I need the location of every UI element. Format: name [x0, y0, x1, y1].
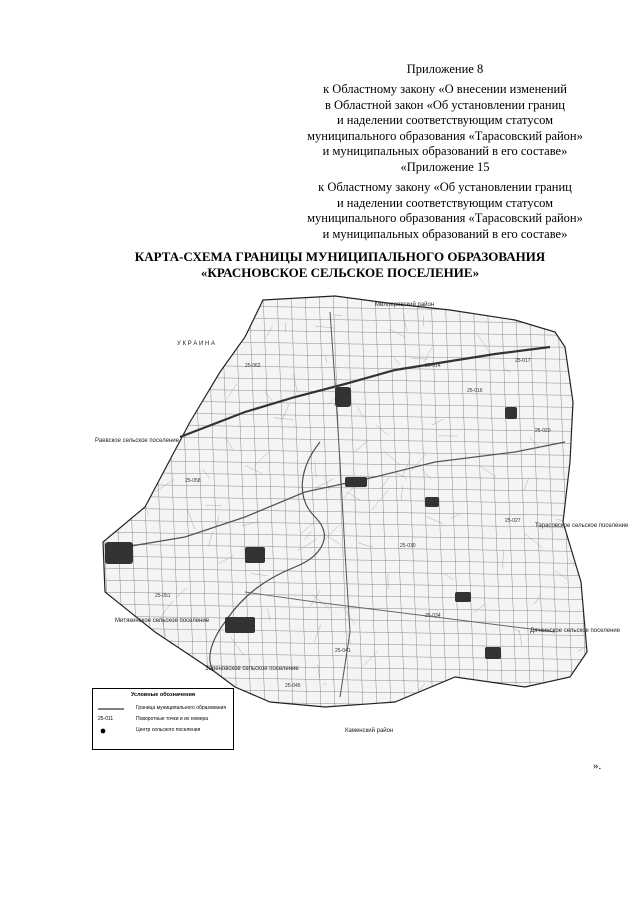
label-rayevskoe: Раевское сельское поселение	[95, 438, 179, 444]
legend-item-text: Центр сельского поселения	[136, 727, 201, 733]
appendix8-line: и муниципальных образований в его составе»	[322, 144, 568, 158]
field-line	[117, 631, 137, 646]
map-legend	[92, 688, 234, 750]
field-line	[163, 290, 180, 309]
field-line	[119, 478, 126, 484]
appendix15-text	[280, 180, 610, 242]
field-line	[117, 671, 134, 688]
legend-item	[98, 716, 229, 724]
appendix8-line: муниципального образования «Тарасовский район»	[307, 128, 583, 143]
svg-text:25-058: 25-058	[185, 478, 201, 484]
label-tarasovskoe: Тарасовское сельское поселение	[535, 523, 629, 529]
label-mitiakinskoe: Митякинское сельское поселение	[115, 618, 210, 624]
field-line	[563, 285, 570, 292]
field-line	[162, 298, 172, 313]
svg-text:25-027: 25-027	[505, 518, 521, 524]
field-line	[161, 376, 163, 392]
svg-text:25-051: 25-051	[155, 593, 171, 599]
label-ukraine: У К Р А И Н А	[177, 341, 215, 347]
field-line	[179, 293, 193, 313]
field-line	[95, 760, 615, 768]
label-millerovo: Миллеровский район	[375, 302, 435, 308]
map-title-line: КАРТА-СХЕМА ГРАНИЦЫ МУНИЦИПАЛЬНОГО ОБРАЗОВАНИЯ	[134, 249, 546, 264]
field-line	[114, 450, 120, 469]
appendix15-title: «Приложение 15	[400, 160, 490, 174]
field-line	[534, 719, 539, 737]
svg-text:25-045: 25-045	[285, 683, 301, 689]
field-line	[183, 315, 201, 334]
svg-text:25-020: 25-020	[535, 428, 551, 434]
svg-text:25-016: 25-016	[467, 388, 483, 394]
svg-text:25-014: 25-014	[425, 363, 441, 369]
settlement-center-icon	[98, 728, 124, 734]
legend-title: Условные обозначения	[130, 692, 196, 698]
map-title	[60, 249, 620, 281]
field-line	[432, 292, 447, 299]
field-line	[122, 350, 136, 357]
svg-text:25-017: 25-017	[515, 358, 531, 364]
field-line	[248, 696, 252, 700]
svg-text:25-030: 25-030	[400, 543, 416, 549]
field-line	[93, 491, 95, 511]
legend-item-text: Поворотные точки и их номера	[136, 716, 209, 722]
appendix15-line: муниципального образования «Тарасовский район»	[307, 211, 583, 225]
boundary-line-icon	[98, 706, 124, 712]
appendix15-line: и муниципальных образований в его составе»	[322, 226, 568, 241]
field-line	[158, 640, 174, 649]
appendix8-line: и наделении соответствующим статусом	[336, 113, 554, 127]
field-line	[403, 283, 422, 296]
legend-symbol-text: 25-011	[98, 716, 114, 722]
appendix8-title: Приложение 8	[406, 62, 484, 76]
appendix8-line: к Областному закону «О внесении изменений	[323, 82, 567, 96]
field-line	[116, 444, 127, 452]
field-line	[324, 724, 339, 727]
appendix8-line: в Областной закон «Об установлении границ	[324, 97, 565, 112]
field-line	[105, 414, 110, 431]
field-line	[284, 707, 294, 724]
legend-item	[98, 705, 229, 713]
legend-item-text: Граница муниципального образования	[136, 705, 227, 711]
field-line	[568, 681, 579, 694]
appendix15-line: к Областному закону «Об установлении границ	[318, 180, 572, 194]
field-line	[368, 737, 373, 750]
field-line	[343, 711, 359, 717]
field-line	[114, 365, 130, 369]
field-line	[509, 723, 519, 735]
svg-text:25-034: 25-034	[425, 613, 441, 619]
field-line	[558, 679, 568, 685]
label-dyachkinskoe: Дячкинское сельское поселение	[530, 628, 621, 634]
appendix8-text	[280, 82, 610, 160]
legend-item	[98, 727, 229, 735]
closing-quote: ».	[593, 760, 602, 772]
map-title-line: «КРАСНОВСКОЕ СЕЛЬСКОЕ ПОСЕЛЕНИЕ»	[200, 265, 480, 280]
label-kamensky: Каменский район	[345, 728, 394, 734]
field-line	[107, 362, 115, 370]
field-line	[87, 395, 102, 402]
appendix15-line: и наделении соответствующим статусом	[336, 195, 554, 210]
svg-text:25-062: 25-062	[245, 363, 261, 369]
label-zelenovskoe: Зеленовское сельское поселение	[205, 666, 299, 672]
svg-text:25-041: 25-041	[335, 648, 351, 654]
field-line	[120, 458, 121, 478]
